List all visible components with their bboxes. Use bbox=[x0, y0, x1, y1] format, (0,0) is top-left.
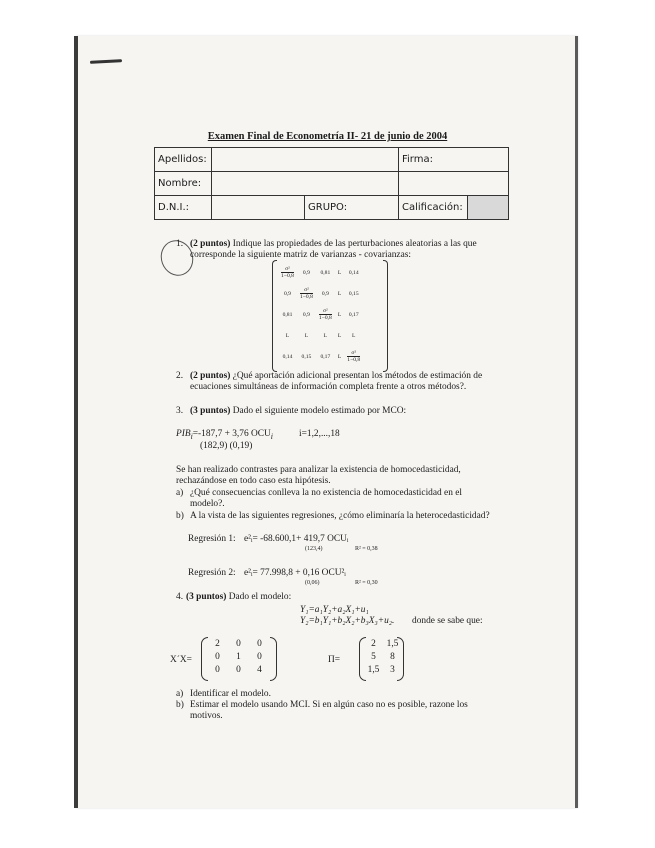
matrix-row bbox=[278, 325, 363, 346]
xx-label: X´X= bbox=[170, 655, 192, 665]
q2-text-line2: ecuaciones simultáneas de información completa frente a otros métodos?. bbox=[190, 382, 467, 392]
q2-text: ¿Qué aportación adicional presentan los métodos de estimación de bbox=[232, 371, 483, 381]
matrix-cell: 0,17 bbox=[348, 311, 359, 318]
xx-cell: 0 bbox=[215, 652, 220, 662]
matrix-row bbox=[278, 283, 363, 304]
q3-model bbox=[176, 429, 273, 442]
q4b-text-line1: Estimar el modelo usando MCI. Si en algún caso no es posible, razone los bbox=[190, 700, 468, 710]
fraction-denominator: 1−0,8 bbox=[299, 294, 313, 300]
q3-number: 3. bbox=[176, 406, 184, 416]
apellidos-field[interactable] bbox=[212, 148, 399, 172]
q1-text: Indique las propiedades de las perturbaciones aleatorias a las que bbox=[232, 239, 477, 249]
matrix-cell: L bbox=[337, 290, 342, 297]
fraction-denominator: 1−0,8 bbox=[347, 357, 361, 363]
pi-label: Π= bbox=[328, 655, 341, 665]
matrix-cell: 0,9 bbox=[302, 311, 310, 318]
regression2-r2: R² = 0,30 bbox=[355, 580, 378, 586]
q3-paragraph-line2: rechazándose en todo caso esta hipótesis. bbox=[176, 476, 331, 486]
matrix-row bbox=[278, 262, 363, 283]
dni-field[interactable] bbox=[212, 196, 305, 220]
q4-equation2: Y₂=b₁Y₁+b₂X₂+b₃X₃+u₂. bbox=[300, 616, 395, 626]
q3-model-rhs-sub: i bbox=[270, 431, 273, 441]
xx-cell: 1 bbox=[236, 652, 241, 662]
q4-text-line bbox=[186, 592, 291, 603]
pi-cell: 8 bbox=[390, 652, 395, 662]
calificacion-field[interactable] bbox=[468, 196, 509, 220]
q3a-text-line2: modelo?. bbox=[190, 499, 225, 509]
q3b-label: b) bbox=[176, 511, 184, 521]
xx-cell: 2 bbox=[215, 639, 220, 649]
matrix-fraction bbox=[319, 308, 332, 321]
dni-label: D.N.I.: bbox=[155, 196, 212, 220]
q4b-text-line2: motivos. bbox=[190, 711, 223, 721]
pi-cell: 1,5 bbox=[386, 639, 399, 649]
matrix-cell bbox=[316, 304, 335, 325]
q3-points: (3 puntos) bbox=[190, 406, 231, 416]
q1-points: (2 puntos) bbox=[190, 239, 231, 249]
matrix-cell: L bbox=[323, 332, 328, 339]
matrix-cell: 0,17 bbox=[320, 353, 331, 360]
grupo-label: GRUPO: bbox=[305, 196, 399, 220]
matrix-cell: 0,15 bbox=[301, 353, 312, 360]
fraction-denominator: 1−0,8 bbox=[281, 273, 294, 279]
q4-number: 4. bbox=[176, 592, 184, 602]
nombre-label: Nombre: bbox=[155, 172, 212, 196]
q2-number: 2. bbox=[176, 371, 184, 381]
q3-std-errors: (182,9) (0,19) bbox=[200, 441, 253, 451]
regression2-equation: e²ᵢ= 77.998,8 + 0,16 OCU²ᵢ bbox=[244, 568, 346, 578]
q4b-label: b) bbox=[176, 700, 184, 710]
matrix-cell: 0,9 bbox=[302, 269, 310, 276]
q1-text-line2: corresponde la siguiente matriz de varianzas - covarianzas: bbox=[190, 250, 411, 260]
fraction-numerator: σ² bbox=[347, 350, 360, 357]
q2-text-line1 bbox=[190, 371, 482, 382]
matrix-cell bbox=[344, 346, 363, 367]
xx-cell: 0 bbox=[215, 665, 220, 675]
matrix-fraction bbox=[347, 350, 360, 363]
matrix-row bbox=[278, 346, 363, 367]
matrix-row bbox=[278, 304, 363, 325]
q3-text-line bbox=[190, 406, 406, 417]
matrix-right-bracket bbox=[383, 260, 388, 372]
matrix-cell: L bbox=[337, 269, 342, 276]
matrix-fraction bbox=[281, 266, 294, 279]
matrix-cell: 0,15 bbox=[348, 290, 359, 297]
q4-points: (3 puntos) bbox=[186, 592, 227, 602]
student-info-table bbox=[154, 147, 509, 220]
paper-left-edge bbox=[74, 36, 78, 808]
q4a-label: a) bbox=[176, 689, 184, 699]
matrix-fraction bbox=[300, 287, 313, 300]
exam-title: Examen Final de Econometría II- 21 de junio de 2004 bbox=[207, 131, 448, 142]
fraction-numerator: σ² bbox=[281, 266, 294, 273]
q4-equation1: Y₁=a₁Y₂+a₂X₁+u₁ bbox=[300, 605, 369, 615]
apellidos-label: Apellidos: bbox=[155, 148, 212, 172]
q3-text: Dado el siguiente modelo estimado por MCO: bbox=[232, 406, 407, 416]
regression2-label: Regresión 2: bbox=[188, 568, 236, 578]
xx-cell: 0 bbox=[236, 639, 241, 649]
q2-points: (2 puntos) bbox=[190, 371, 231, 381]
matrix-cell: L bbox=[304, 332, 309, 339]
regression1-label: Regresión 1: bbox=[188, 534, 236, 544]
xx-cell: 0 bbox=[257, 652, 262, 662]
pi-cell: 1,5 bbox=[367, 665, 380, 675]
matrix-cell: 0,81 bbox=[282, 311, 293, 318]
q3-model-lhs: PIB bbox=[176, 429, 191, 439]
matrix-cell: 0,14 bbox=[282, 353, 293, 360]
firma-label: Firma: bbox=[399, 148, 509, 172]
q4-text: Dado el modelo: bbox=[228, 592, 292, 602]
matrix-cell bbox=[297, 283, 316, 304]
q4-donde: donde se sabe que: bbox=[412, 616, 483, 626]
q3a-text-line1: ¿Qué consecuencias conlleva la no existencia de homocedasticidad en el bbox=[190, 488, 463, 498]
fraction-numerator: σ² bbox=[319, 308, 332, 315]
matrix-cell: L bbox=[352, 332, 356, 339]
xx-cell: 0 bbox=[236, 665, 241, 675]
firma-field[interactable] bbox=[399, 172, 509, 196]
q3-model-lhs-sub: i bbox=[190, 431, 193, 441]
matrix-cell: L bbox=[337, 353, 342, 360]
pi-cell: 2 bbox=[371, 639, 376, 649]
matrix-cell: L bbox=[285, 332, 290, 339]
q3a-label: a) bbox=[176, 488, 184, 498]
xx-cell: 0 bbox=[257, 639, 262, 649]
nombre-field[interactable] bbox=[212, 172, 399, 196]
fraction-numerator: σ² bbox=[300, 287, 313, 294]
regression1-se: (123,4) bbox=[305, 546, 323, 552]
matrix-left-bracket bbox=[272, 260, 277, 372]
matrix-cells bbox=[278, 262, 363, 367]
xx-right-paren bbox=[270, 637, 277, 681]
q1-text-line1 bbox=[190, 239, 477, 250]
q3-paragraph-line1: Se han realizado contrastes para analizar la existencia de homocedasticidad, bbox=[176, 465, 461, 475]
matrix-cell: 0,14 bbox=[348, 269, 359, 276]
matrix-cell: 0,9 bbox=[321, 290, 329, 297]
q3b-text: A la vista de las siguientes regresiones, ¿cómo eliminaría la heterocedasticidad? bbox=[190, 511, 490, 521]
covariance-matrix bbox=[272, 260, 388, 370]
matrix-cell: L bbox=[337, 332, 342, 339]
q1-number: 1. bbox=[176, 239, 184, 249]
pi-cell: 5 bbox=[371, 652, 376, 662]
fraction-denominator: 1−0,8 bbox=[318, 315, 332, 321]
calificacion-label: Calificación: bbox=[399, 196, 468, 220]
q3-model-rhs: =-187,7 + 3,76 OCU bbox=[192, 429, 271, 439]
regression1-r2: R² = 0,38 bbox=[355, 546, 378, 552]
regression1-equation: e²ᵢ= -68.600,1+ 419,7 OCUᵢ bbox=[244, 534, 349, 544]
q4a-text: Identificar el modelo. bbox=[190, 689, 271, 699]
pi-cell: 3 bbox=[390, 665, 395, 675]
matrix-cell bbox=[278, 262, 297, 283]
q3-index: i=1,2,...,18 bbox=[299, 429, 340, 439]
matrix-cell: 0,81 bbox=[320, 269, 331, 276]
xx-cell: 4 bbox=[257, 665, 262, 675]
matrix-cell: 0,9 bbox=[283, 290, 291, 297]
regression2-se: (0,06) bbox=[305, 580, 320, 586]
paper-right-edge bbox=[575, 36, 578, 808]
matrix-cell: L bbox=[337, 311, 342, 318]
